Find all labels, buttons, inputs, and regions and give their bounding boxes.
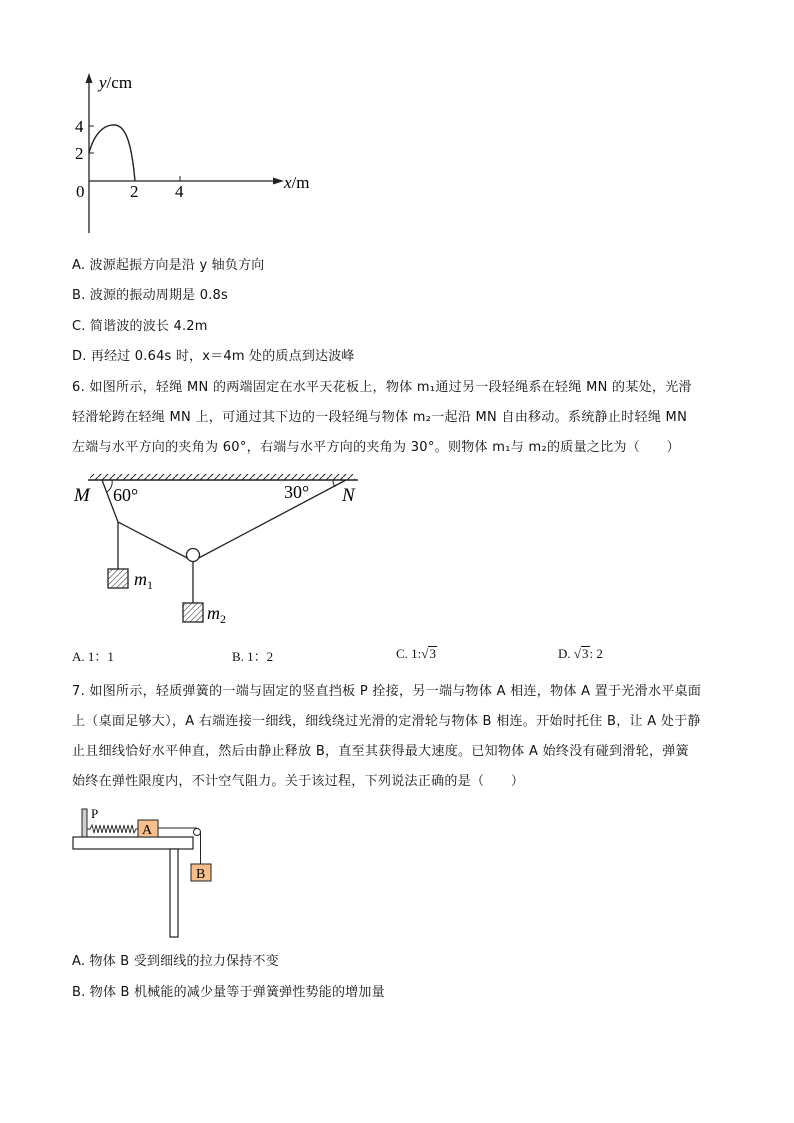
q7-stem-line-3: 止且细线恰好水平伸直，然后由静止释放 B，直至其获得最大速度。已知物体 A 始终没有碰到滑轮，弹簧 <box>72 744 689 759</box>
q7-option-b: B. 物体 B 机械能的减少量等于弹簧弹性势能的增加量 <box>72 985 385 1000</box>
q6-option-c: C. 1:√3 <box>396 646 436 661</box>
q6-option-a: A. 1：1 <box>72 649 114 664</box>
spring-pulley-figure <box>70 805 230 940</box>
q5-option-a: A. 波源起振方向是沿 y 轴负方向 <box>72 258 265 273</box>
wave-graph <box>70 68 330 243</box>
y-tick-4: 4 <box>75 117 84 136</box>
label-angle-60: 60° <box>113 485 139 505</box>
x-tick-4: 4 <box>175 182 184 201</box>
spring-icon <box>87 825 138 833</box>
x-axis-label: x/m <box>284 173 310 192</box>
pulley-icon <box>194 829 201 836</box>
pulley-icon <box>187 549 200 562</box>
label-m1: $m_1$ <box>134 569 153 592</box>
wave-curve <box>89 125 135 181</box>
q5-option-d: D. 再经过 0.64s 时，x＝4m 处的质点到达波峰 <box>72 349 355 364</box>
q6-option-d: D. √3: 2 <box>558 646 603 661</box>
label-m-point: M <box>74 485 90 506</box>
plate-p <box>82 809 87 837</box>
q6-stem <box>72 373 732 463</box>
label-p: P <box>91 806 99 821</box>
y-axis-label: y/cm <box>99 73 133 92</box>
mass-m1-block <box>108 569 128 588</box>
q6-stem-line-2: 轻滑轮跨在轻绳 MN 上，可通过其下边的一段轻绳与物体 m₂一起沿 MN 自由移动。系统静止时轻绳 MN <box>72 410 688 425</box>
q6-stem-line-1: 6. 如图所示，轻绳 MN 的两端固定在水平天花板上，物体 m₁通过另一段轻绳系在轻绳 MN 的某处，光滑 <box>72 380 692 395</box>
q7-stem-line-4: 始终在弹性限度内，不计空气阻力。关于该过程，下列说法正确的是（ ） <box>72 774 525 789</box>
q7-stem-line-2: 上（桌面足够大），A 右端连接一细线，细线绕过光滑的定滑轮与物体 B 相连。开始时托住 B，让 A 处于静 <box>72 714 701 729</box>
q6-options <box>72 646 732 664</box>
label-angle-30: 30° <box>284 482 310 502</box>
rope-pulley-figure <box>70 470 365 630</box>
q7-option-a: A. 物体 B 受到细线的拉力保持不变 <box>72 954 279 969</box>
label-m2: $m_2$ <box>207 603 226 626</box>
q7-stem <box>72 677 732 797</box>
q5-option-c: C. 简谐波的波长 4.2m <box>72 319 208 334</box>
table-leg <box>170 849 178 937</box>
q7-stem-line-1: 7. 如图所示，轻质弹簧的一端与固定的竖直挡板 P 拴接，另一端与物体 A 相连，物体 A 置于光滑水平桌面 <box>72 684 702 699</box>
origin-label: 0 <box>76 182 85 201</box>
y-tick-2: 2 <box>75 144 84 163</box>
q6-option-b: B. 1：2 <box>232 649 274 664</box>
mass-m2-block <box>183 603 203 622</box>
q5-option-b: B. 波源的振动周期是 0.8s <box>72 288 228 303</box>
label-b: B <box>196 867 206 882</box>
label-a: A <box>142 823 153 838</box>
table-top <box>73 837 193 849</box>
x-tick-2: 2 <box>130 182 139 201</box>
q6-stem-line-3: 左端与水平方向的夹角为 60°，右端与水平方向的夹角为 30°。则物体 m₁与 m₂的质量之比为（ ） <box>72 440 680 455</box>
label-n-point: N <box>342 485 355 506</box>
